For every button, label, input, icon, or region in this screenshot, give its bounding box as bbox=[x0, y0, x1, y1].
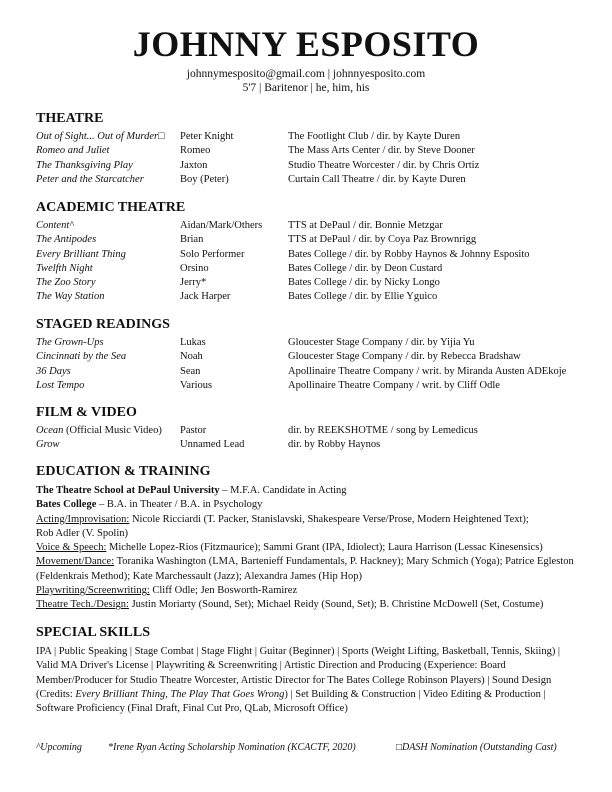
credit-venue: dir. by Robby Haynos bbox=[288, 439, 381, 451]
skills-block bbox=[36, 645, 581, 716]
skills-credits: Every Brilliant Thing, The Play That Goes Wrong bbox=[75, 688, 285, 700]
training-label: Acting/Improvisation: bbox=[36, 513, 130, 525]
training-line bbox=[36, 584, 581, 598]
credit-row bbox=[36, 336, 576, 350]
contact-email-website: johnnymesposito@gmail.com | johnnyesposito.com bbox=[186, 68, 426, 80]
credit-venue: Apollinaire Theatre Company / writ. by Miranda Austen ADEkoje bbox=[288, 365, 567, 377]
credit-show: Lost Tempo bbox=[36, 379, 85, 391]
credit-venue: TTS at DePaul / dir. by Coya Paz Brownrigg bbox=[288, 234, 477, 246]
training-label: Playwriting/Screenwriting: bbox=[36, 585, 150, 597]
section-title-theatre: THEATRE bbox=[36, 111, 104, 126]
training-text: Justin Moriarty (Sound, Set); Michael Reidy (Sound, Set); B. Christine McDowell (Set, Costume) bbox=[128, 599, 544, 611]
credit-show: The Antipodes bbox=[36, 234, 97, 246]
contact-details: 5'7 | Baritenor | he, him, his bbox=[242, 82, 370, 94]
training-text: Nicole Ricciardi (T. Packer, Stanislavski, Shakespeare Verse/Prose, Modern Heightened Text); bbox=[129, 513, 529, 525]
section-title-special-skills: SPECIAL SKILLS bbox=[36, 625, 150, 640]
education-line bbox=[36, 498, 581, 512]
academic-theatre-list bbox=[36, 219, 576, 305]
credit-show: Every Brilliant Thing bbox=[36, 248, 126, 260]
training-line bbox=[36, 513, 581, 527]
credit-role: Noah bbox=[180, 351, 203, 363]
school-name: The Theatre School at DePaul University bbox=[36, 485, 220, 496]
skills-text: (Credits: bbox=[36, 688, 76, 700]
section-title-education-training: EDUCATION & TRAINING bbox=[36, 464, 211, 479]
credit-role: Jaxton bbox=[180, 159, 208, 171]
training-text: Cliff Odle; Jen Bosworth-Ramirez bbox=[149, 585, 298, 597]
credit-row bbox=[36, 144, 576, 158]
credit-row bbox=[36, 350, 576, 364]
footnote-irene-ryan: *Irene Ryan Acting Scholarship Nomination (KCACTF, 2020) bbox=[108, 742, 356, 753]
credit-row bbox=[36, 159, 576, 173]
credit-show: Peter and the Starcatcher bbox=[36, 173, 144, 185]
credit-row bbox=[36, 130, 576, 144]
credit-show: Grow bbox=[36, 439, 60, 451]
credit-show: The Grown-Ups bbox=[36, 337, 104, 348]
credit-show-suffix: (Official Music Video) bbox=[63, 425, 162, 436]
training-text: (Feldenkrais Method); Kate Marchessault (Jazz); Alexandra James (Hip Hop) bbox=[36, 570, 362, 582]
credit-venue: TTS at DePaul / dir. Bonnie Metzgar bbox=[288, 220, 443, 231]
credit-row bbox=[36, 424, 576, 438]
skills-line: Member/Producer for Studio Theatre Worcester, Artistic Director for The Bates College Robinson Players) | Sound Design bbox=[36, 674, 552, 686]
credit-role: Various bbox=[180, 379, 213, 391]
credit-venue: dir. by REEKSHOTME / song by Lemedicus bbox=[288, 425, 478, 436]
film-video-list bbox=[36, 424, 576, 453]
training-line bbox=[36, 541, 581, 555]
credit-row bbox=[36, 233, 576, 247]
credit-role: Jerry* bbox=[180, 277, 207, 289]
credit-role: Unnamed Lead bbox=[180, 439, 245, 451]
credit-role: Aidan/Mark/Others bbox=[180, 220, 263, 231]
section-title-academic-theatre: ACADEMIC THEATRE bbox=[36, 200, 186, 215]
training-label: Theatre Tech./Design: bbox=[36, 599, 129, 611]
credit-row bbox=[36, 290, 576, 304]
credit-row bbox=[36, 379, 576, 393]
school-detail: – M.F.A. Candidate in Acting bbox=[219, 485, 347, 496]
credit-show bbox=[36, 424, 162, 438]
skills-line bbox=[36, 688, 581, 702]
credit-show: The Zoo Story bbox=[36, 277, 96, 289]
training-label: Voice & Speech: bbox=[36, 542, 107, 554]
credit-role: Sean bbox=[180, 365, 201, 377]
credit-show: The Way Station bbox=[36, 291, 105, 303]
credit-venue: Studio Theatre Worcester / dir. by Chris Ortiz bbox=[288, 159, 480, 171]
training-text: Toranika Washington (LMA, Bartenieff Fundamentals, P. Hackney); Mary Schmich (Yoga); Patrice Egleston bbox=[114, 556, 574, 568]
footnote-upcoming: ^Upcoming bbox=[36, 742, 82, 753]
training-line bbox=[36, 555, 581, 569]
staged-readings-list bbox=[36, 336, 576, 393]
credit-venue: Apollinaire Theatre Company / writ. by Cliff Odle bbox=[288, 379, 500, 391]
credit-role: Orsino bbox=[180, 262, 209, 274]
school-name: Bates College bbox=[36, 499, 97, 511]
resume-name: JOHNNY ESPOSITO bbox=[132, 24, 480, 64]
credit-row bbox=[36, 173, 576, 187]
skills-line: IPA | Public Speaking | Stage Combat | Stage Flight | Guitar (Beginner) | Sports (Weight Lifting, Basketball, Tennis, Skiing) | bbox=[36, 646, 561, 657]
credit-show: Cincinnati by the Sea bbox=[36, 351, 127, 363]
credit-show-title: Ocean bbox=[36, 425, 64, 436]
skills-text: ) | Set Building & Construction | Video Editing & Production | bbox=[284, 688, 546, 700]
credit-row bbox=[36, 276, 576, 290]
training-text: Rob Adler (V. Spolin) bbox=[36, 527, 128, 539]
credit-row bbox=[36, 365, 576, 379]
credit-row bbox=[36, 438, 576, 452]
training-text: Michelle Lopez-Rios (Fitzmaurice); Sammi Grant (IPA, Idiolect); Laura Harrison (Lessac Kinesensics) bbox=[106, 542, 543, 554]
credit-row bbox=[36, 262, 576, 276]
credit-role: Lukas bbox=[180, 337, 206, 348]
theatre-list bbox=[36, 130, 576, 187]
credit-row bbox=[36, 248, 576, 262]
credit-role: Solo Performer bbox=[180, 248, 245, 260]
training-line bbox=[36, 527, 581, 541]
credit-show: The Thanksgiving Play bbox=[36, 159, 133, 171]
credit-venue: Bates College / dir. by Deon Custard bbox=[288, 262, 443, 274]
credit-role: Peter Knight bbox=[180, 131, 234, 142]
skills-line: Software Proficiency (Final Draft, Final Cut Pro, QLab, Microsoft Office) bbox=[36, 703, 348, 715]
school-detail: – B.A. in Theater / B.A. in Psychology bbox=[96, 499, 263, 511]
credit-role: Pastor bbox=[180, 425, 207, 436]
credit-venue: Gloucester Stage Company / dir. by Yijia Yu bbox=[288, 337, 475, 348]
footnote-dash: □DASH Nomination (Outstanding Cast) bbox=[396, 742, 557, 753]
skills-line: Valid MA Driver's License | Playwriting & Screenwriting | Artistic Direction and Producing (Experience: Board bbox=[36, 660, 506, 672]
credit-venue: Bates College / dir. by Ellie Yguico bbox=[288, 291, 438, 303]
education-block bbox=[36, 484, 581, 613]
credit-venue: Bates College / dir. by Robby Haynos & Johnny Esposito bbox=[288, 248, 530, 260]
credit-venue: Curtain Call Theatre / dir. by Kayte Duren bbox=[288, 173, 466, 185]
credit-role: Brian bbox=[180, 234, 204, 246]
credit-show: Twelfth Night bbox=[36, 262, 93, 274]
training-label: Movement/Dance: bbox=[36, 556, 115, 568]
credit-row bbox=[36, 219, 576, 233]
training-line bbox=[36, 598, 581, 612]
education-line bbox=[36, 484, 581, 498]
section-title-film-video: FILM & VIDEO bbox=[36, 405, 137, 420]
credit-venue: Bates College / dir. by Nicky Longo bbox=[288, 277, 440, 289]
credit-venue: The Mass Arts Center / dir. by Steve Dooner bbox=[288, 145, 475, 157]
credit-venue: Gloucester Stage Company / dir. by Rebecca Bradshaw bbox=[288, 351, 521, 363]
credit-show: Out of Sight... Out of Murder□ bbox=[36, 131, 165, 142]
section-title-staged-readings: STAGED READINGS bbox=[36, 317, 170, 332]
credit-role: Boy (Peter) bbox=[180, 173, 229, 185]
training-line bbox=[36, 570, 581, 584]
credit-show: 36 Days bbox=[36, 365, 71, 377]
credit-role: Jack Harper bbox=[180, 291, 231, 303]
credit-role: Romeo bbox=[180, 145, 211, 157]
credit-venue: The Footlight Club / dir. by Kayte Duren bbox=[288, 131, 461, 142]
credit-show: Content^ bbox=[36, 220, 74, 231]
credit-show: Romeo and Juliet bbox=[36, 145, 110, 157]
